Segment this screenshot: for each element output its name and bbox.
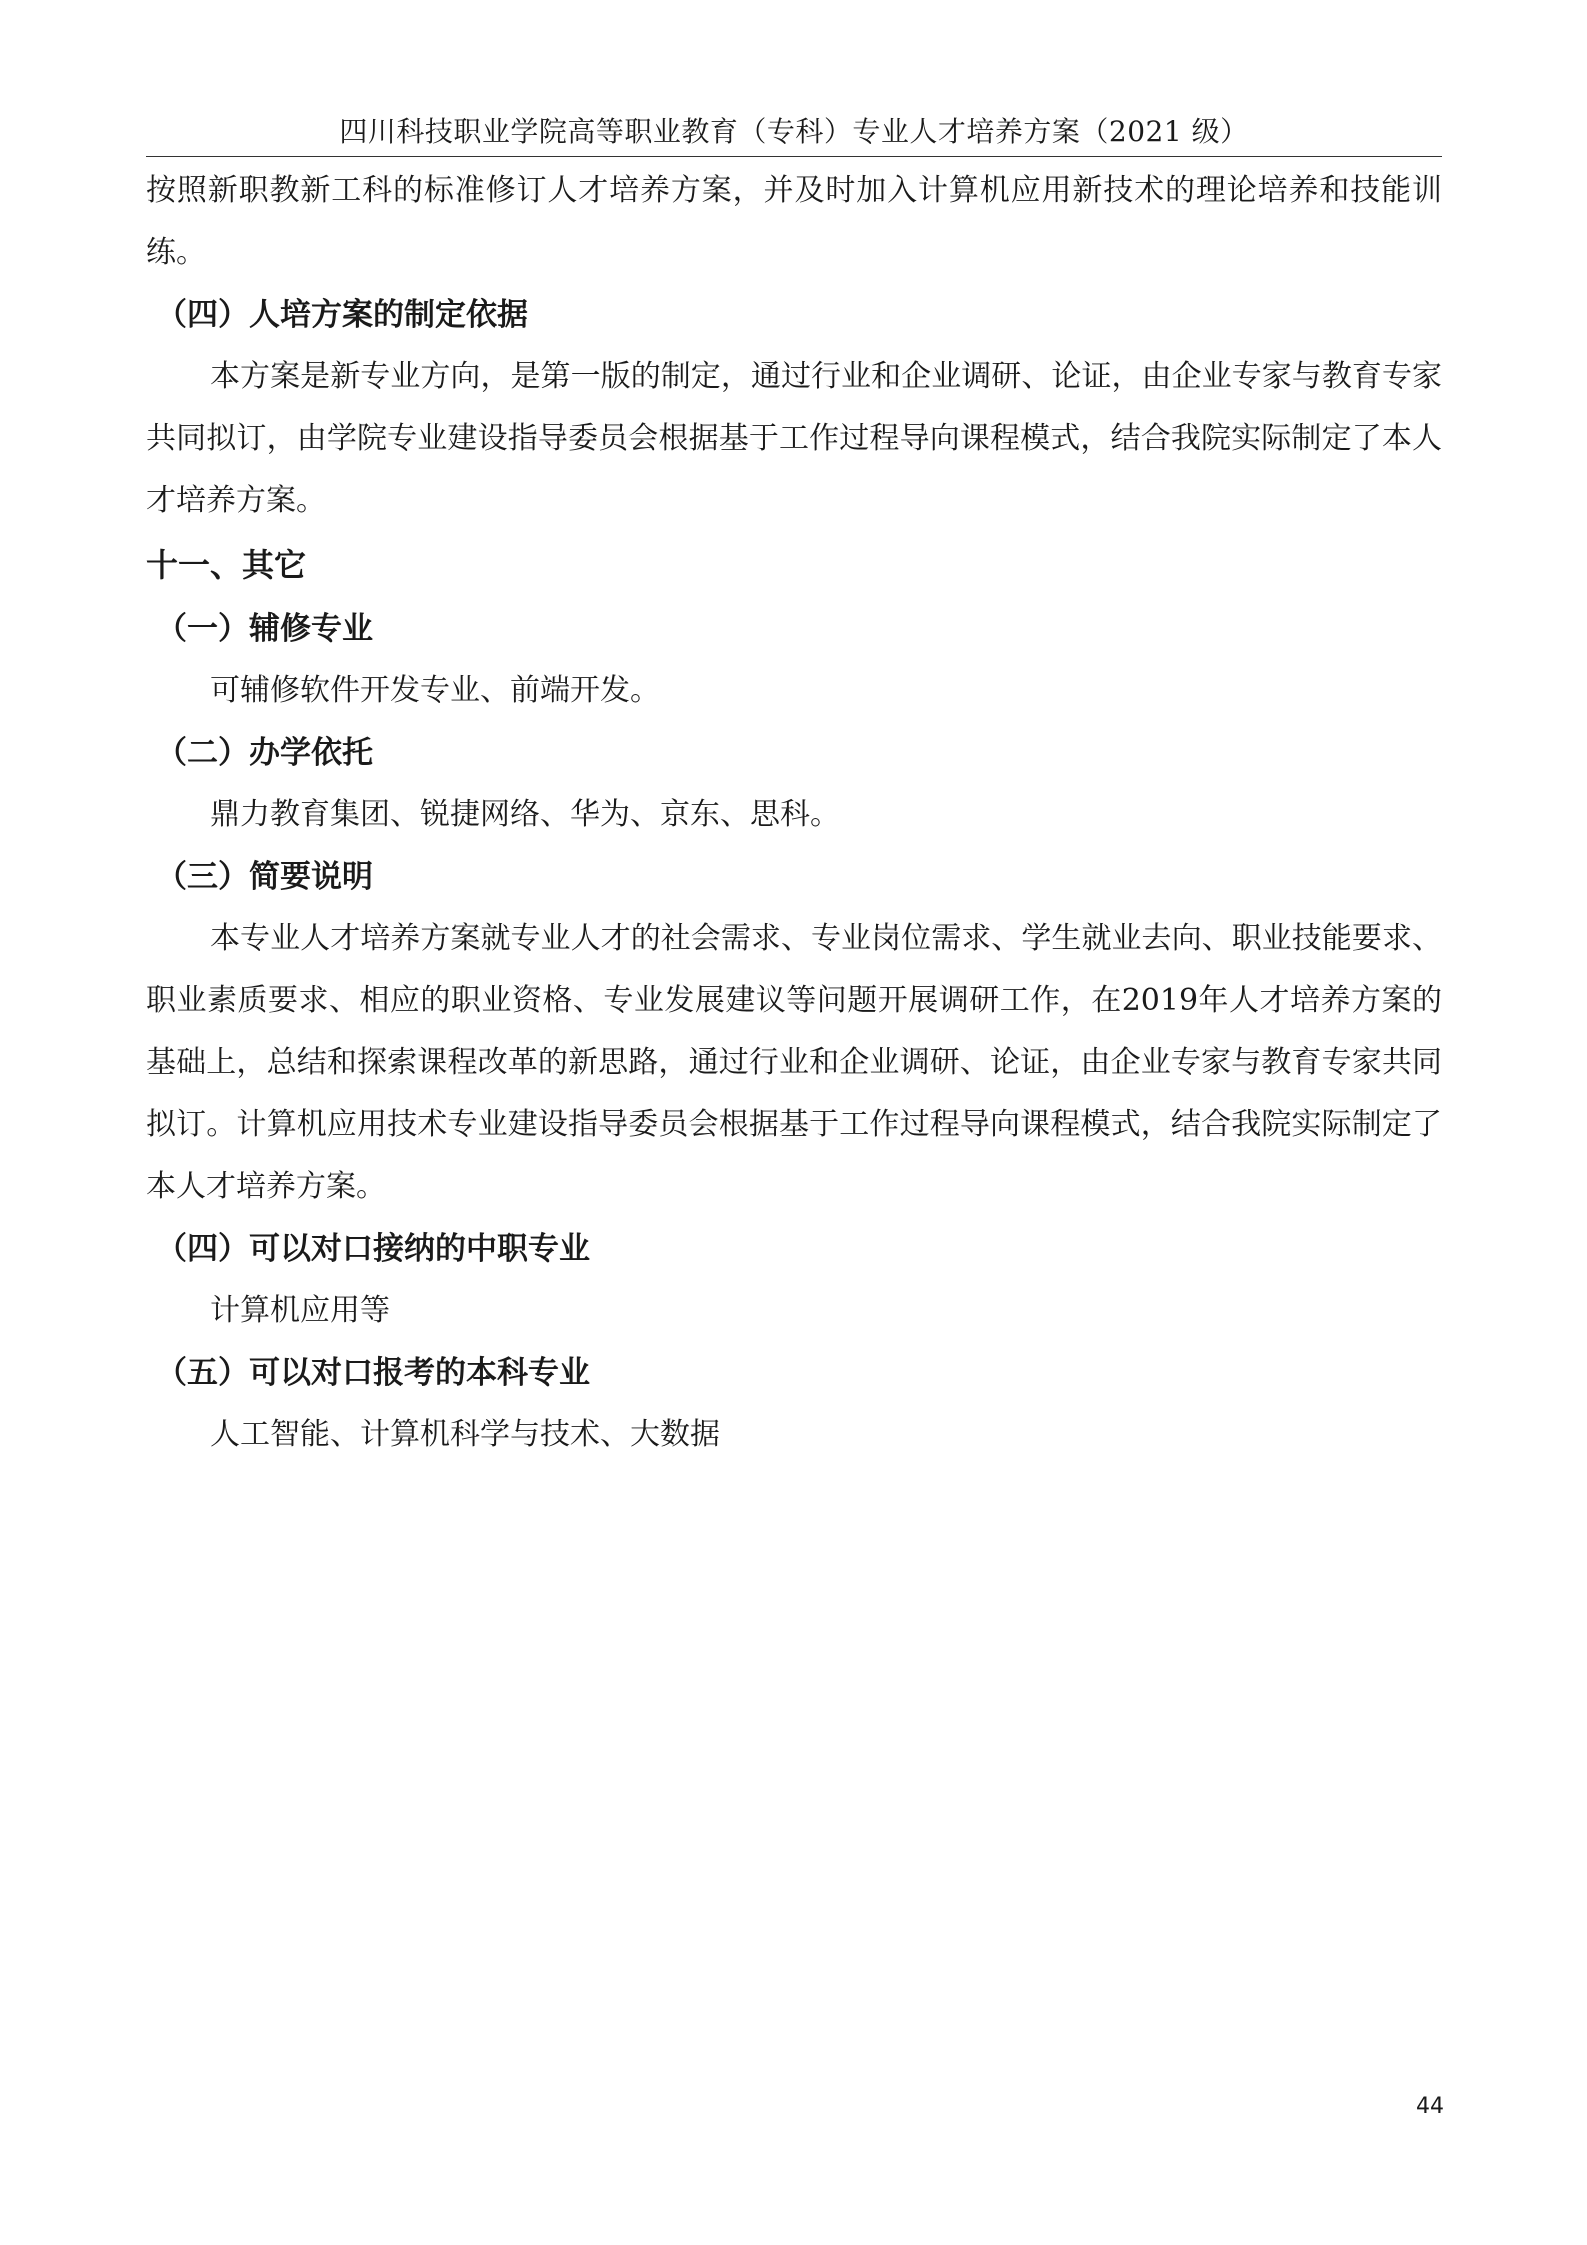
sub3-heading: （三）简要说明 bbox=[156, 859, 373, 895]
sub5-heading: （五）可以对口报考的本科专业 bbox=[156, 1355, 590, 1391]
sub3-paragraph: 本专业人才培养方案就专业人才的社会需求、专业岗位需求、学生就业去向、职业技能要求、职业素质要求、相应的职业资格、专业发展建议等问题开展调研工作，在2019年人才培养方案的基础上，总结和探索课程改革的新思路，通过行业和企业调研、论证，由企业专家与教育专家共同拟订。计算机应用技术专业建设指导委员会根据基于工作过程导向课程模式，结合我院实际制定了本人才培养方案。 bbox=[146, 921, 1442, 1204]
page-content bbox=[146, 160, 1442, 1466]
sub2-heading: （二）办学依托 bbox=[156, 735, 373, 771]
sub1-heading: （一）辅修专业 bbox=[156, 611, 373, 647]
sub1-text: 可辅修软件开发专业、前端开发。 bbox=[210, 673, 660, 708]
sub5-text: 人工智能、计算机科学与技术、大数据 bbox=[210, 1417, 720, 1452]
sub4-text: 计算机应用等 bbox=[210, 1293, 390, 1328]
sub4-heading: （四）可以对口接纳的中职专业 bbox=[156, 1231, 590, 1267]
sub2-text: 鼎力教育集团、锐捷网络、华为、京东、思科。 bbox=[210, 797, 840, 832]
header-rule bbox=[146, 156, 1442, 157]
page-number: 44 bbox=[1416, 2094, 1444, 2119]
chapter-11-heading: 十一、其它 bbox=[146, 546, 307, 584]
intro-paragraph: 按照新职教新工科的标准修订人才培养方案，并及时加入计算机应用新技术的理论培养和技能训练。 bbox=[146, 173, 1442, 270]
section-4-paragraph: 本方案是新专业方向，是第一版的制定，通过行业和企业调研、论证，由企业专家与教育专家共同拟订，由学院专业建设指导委员会根据基于工作过程导向课程模式，结合我院实际制定了本人才培养方案。 bbox=[146, 359, 1442, 518]
section-4-heading: （四）人培方案的制定依据 bbox=[156, 297, 528, 333]
running-header: 四川科技职业学院高等职业教育（专科）专业人才培养方案（2021 级） bbox=[339, 115, 1249, 148]
